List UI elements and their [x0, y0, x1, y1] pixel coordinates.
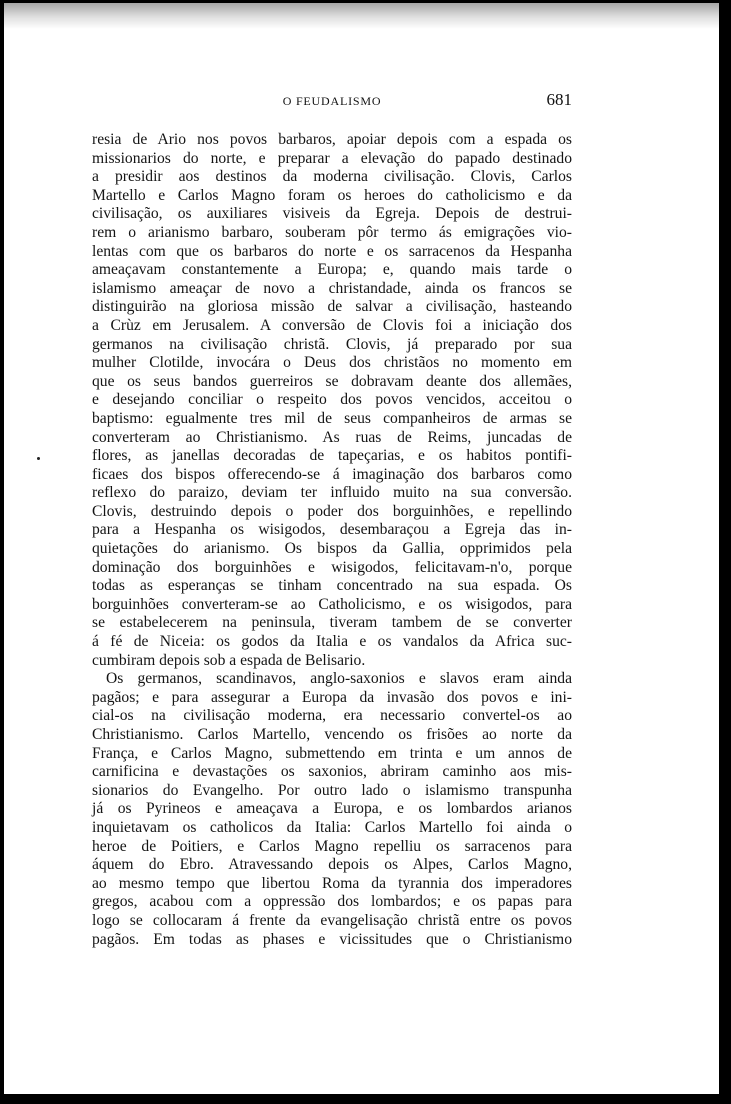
text-line: islamismo ameaçar de novo a christandade, ainda os francos se — [92, 279, 572, 297]
text-line: ameaçavam constantemente a Europa; e, quando mais tarde o — [92, 261, 572, 279]
text-line: á fé de Niceia: os godos da Italia e os vandalos da Africa suc- — [92, 633, 572, 651]
text-line: civilisação, os auxiliares visiveis da Egreja. Depois de destrui- — [92, 205, 572, 223]
scan-top-shadow — [4, 3, 719, 29]
body-text — [92, 131, 572, 949]
text-line: Martello e Carlos Magno foram os heroes do catholicismo e da — [92, 186, 572, 204]
text-line: resia de Ario nos povos barbaros, apoiar depois com a espada os — [92, 131, 572, 148]
paragraph-end-line: cumbiram depois sob a espada de Belisario. — [92, 651, 366, 669]
text-line: rem o arianismo barbaro, souberam pôr termo ás emigrações vio- — [92, 223, 572, 241]
text-line: pagãos. Em todas as phases e vicissitudes que o Christianismo — [92, 930, 572, 948]
text-line: mulher Clotilde, invocára o Deus dos christãos no momento em — [92, 354, 572, 372]
text-line: e desejando conciliar o respeito dos povos vencidos, acceitou o — [92, 391, 572, 409]
text-line: flores, as janellas decoradas de tapeçarias, e os habitos pontifi- — [92, 447, 572, 465]
text-line: sionarios do Evangelho. Por outro lado o islamismo transpunha — [92, 781, 572, 799]
text-line: baptismo: egualmente tres mil de seus companheiros de armas se — [92, 409, 572, 427]
text-line: missionarios do norte, e preparar a elevação do papado destinado — [92, 149, 572, 167]
text-line: dominação dos borguinhões e wisigodos, felicitavam-n'o, porque — [92, 558, 572, 576]
text-line: gregos, acabou com a oppressão dos lombardos; e os papas para — [92, 893, 572, 911]
text-line: a presidir aos destinos da moderna civilisação. Clovis, Carlos — [92, 168, 572, 186]
text-line: França, e Carlos Magno, submettendo em trinta e um annos de — [92, 744, 572, 762]
text-line: inquietavam os catholicos da Italia: Carlos Martello foi ainda o — [92, 818, 572, 836]
paragraph-start-line: Os germanos, scandinavos, anglo-saxonios e slavos eram ainda — [106, 670, 572, 688]
text-line: Christianismo. Carlos Martello, vencendo os frisões ao norte da — [92, 726, 572, 743]
text-line: ficaes dos bispos offerecendo-se á imaginação dos barbaros como — [92, 465, 572, 483]
text-line: carnificina e devastações os saxonios, abriram caminho aos mis- — [92, 763, 572, 781]
text-line: se estabelecerem na peninsula, tiveram tambem de se converter — [92, 614, 572, 632]
text-line: áquem do Ebro. Atravessando depois os Alpes, Carlos Magno, — [92, 856, 572, 874]
text-line: todas as esperanças se tinham concentrado na sua espada. Os — [92, 577, 572, 595]
page-header — [92, 90, 572, 114]
text-line: ao mesmo tempo que libertou Roma da tyrannia dos imperadores — [92, 874, 572, 892]
text-line: a Crùz em Jerusalem. A conversão de Clovis foi a iniciação dos — [92, 316, 572, 334]
text-line: converteram ao Christianismo. As ruas de Reims, juncadas de — [92, 428, 572, 446]
text-line: Clovis, destruindo depois o poder dos borguinhões, e repellindo — [92, 502, 572, 520]
text-line: germanos na civilisação christã. Clovis, já preparado por sua — [92, 335, 572, 353]
margin-speck — [37, 457, 40, 460]
text-line: reflexo do paraizo, deviam ter influido muito na sua conversão. — [92, 484, 572, 502]
text-line: heroe de Poitiers, e Carlos Magno repelliu os sarracenos para — [92, 837, 572, 855]
text-line: lentas com que os barbaros do norte e os sarracenos da Hespanha — [92, 242, 572, 260]
text-line: para a Hespanha os wisigodos, desembaraçou a Egreja das in- — [92, 521, 572, 539]
text-line: já os Pyrineos e ameaçava a Europa, e os lombardos arianos — [92, 800, 572, 818]
text-line: cial-os na civilisação moderna, era necessario convertel-os ao — [92, 707, 572, 725]
text-line: borguinhões converteram-se ao Catholicismo, e os wisigodos, para — [92, 595, 572, 613]
page-number: 681 — [546, 90, 572, 109]
text-line: que os seus bandos guerreiros se dobravam deante dos allemães, — [92, 372, 572, 390]
text-line: pagãos; e para assegurar a Europa da invasão dos povos e ini- — [92, 688, 572, 706]
text-line: logo se collocaram á frente da evangelisação christã entre os povos — [92, 911, 572, 929]
text-line: distinguirão na gloriosa missão de salvar a civilisação, hasteando — [92, 298, 572, 316]
text-line: quietações do arianismo. Os bispos da Gallia, opprimidos pela — [92, 540, 572, 558]
running-title: O FEUDALISMO — [282, 94, 382, 108]
